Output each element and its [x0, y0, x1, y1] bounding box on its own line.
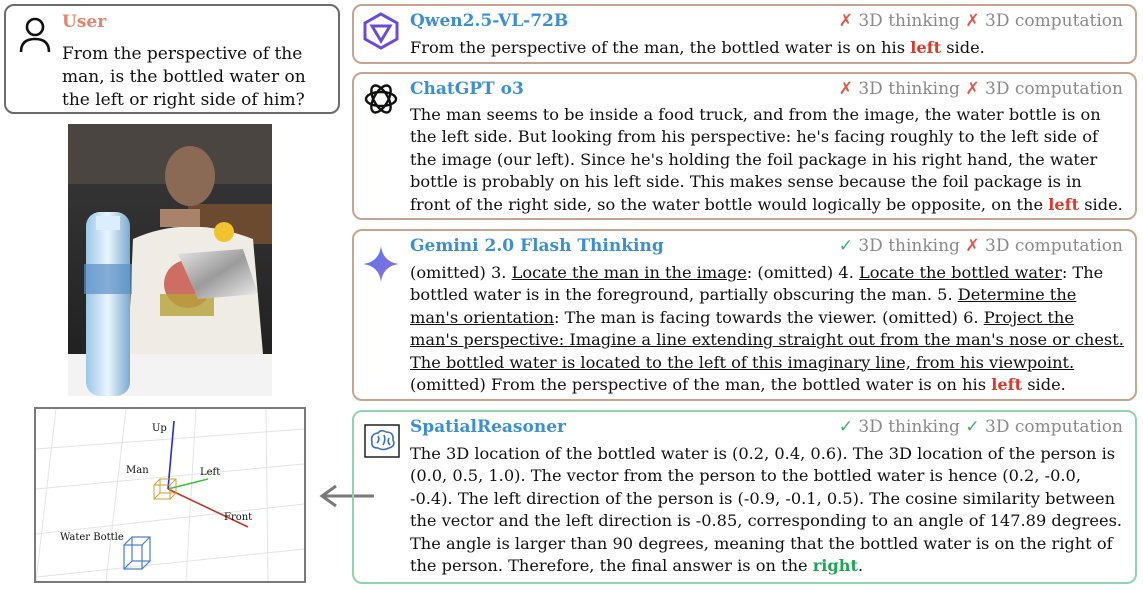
model-name-spatialreasoner: SpatialReasoner [410, 417, 566, 437]
user-question: From the perspective of the man, is the bottled water on the left or right side of him? [62, 44, 306, 110]
front-label: Front [224, 512, 253, 523]
gemini-tags [839, 236, 1123, 256]
gemini-answer: (omitted) 3. Locate the man in the image: (omitted) 4. Locate the bottled water: The bottled water is in the foreground, partially obscuring the man. 5. Determine the man's orientation: The man is facing towards the viewer. (omitted) 6. Project the man's perspective: Imagine a line extending straight out from the man's nose or chest. The bottled water is located to the left of this imaginary line, from his viewpoint. (omitted) From the perspective of the man, the bottled water is on his left side. [410, 263, 1124, 395]
qwen-computation-label: 3D computation [985, 11, 1123, 31]
spatialreasoner-computation-label: 3D computation [985, 417, 1123, 437]
model-name-qwen: Qwen2.5-VL-72B [410, 11, 569, 31]
qwen-answer: From the perspective of the man, the bottled water is on his left side. [410, 38, 985, 57]
chatgpt-tags [839, 79, 1123, 99]
user-icon [18, 16, 52, 54]
gemini-thinking-label: 3D thinking [858, 236, 960, 256]
bottle-box [124, 537, 150, 569]
spatialreasoner-response-box [352, 410, 1137, 584]
man-label: Man [126, 465, 149, 476]
scene-photo [68, 124, 272, 396]
qwen-thinking-label: 3D thinking [858, 11, 960, 31]
model-name-gemini: Gemini 2.0 Flash Thinking [410, 236, 664, 256]
openai-logo-icon [362, 80, 400, 118]
chatgpt-response-box [352, 72, 1137, 220]
man-box [154, 479, 176, 499]
user-question-box [4, 4, 340, 114]
left-label: Left [200, 467, 221, 478]
brain-icon [364, 424, 400, 458]
gemini-sparkle-icon [362, 245, 400, 283]
chatgpt-computation-label: 3D computation [985, 79, 1123, 99]
gemini-computation-mark: ✗ [965, 236, 980, 256]
bottle-label: Water Bottle [60, 532, 124, 543]
chatgpt-thinking-label: 3D thinking [858, 79, 960, 99]
spatialreasoner-tags [839, 417, 1123, 437]
spatialreasoner-thinking-mark: ✓ [838, 417, 853, 437]
spatialreasoner-thinking-label: 3D thinking [858, 417, 960, 437]
chatgpt-answer: The man seems to be inside a food truck, and from the image, the water bottle is on the left side. But looking from his perspective: he's facing roughly to the left side of the image (our left). Since he's holding the foil package in his right hand, the water bottle is probably on his left side. This makes sense because the foil package is in front of the right side, so the water bottle would logically be opposite, on the left side. [410, 105, 1123, 214]
chatgpt-computation-mark: ✗ [965, 79, 980, 99]
scene-3d-box [34, 407, 306, 583]
user-label: User [62, 12, 107, 32]
scene-3d-svg [36, 409, 304, 581]
up-label: Up [152, 423, 167, 434]
chatgpt-thinking-mark: ✗ [838, 79, 853, 99]
qwen-logo-icon [362, 12, 400, 50]
spatialreasoner-answer: The 3D location of the bottled water is (0.2, 0.4, 0.6). The 3D location of the person is (0.0, 0.5, 1.0). The vector from the person to the bottled water is hence (0.2, -0.0, -0.4). The left direction of the person is (-0.9, -0.1, 0.5). The cosine similarity between the vector and the left direction is -0.85, corresponding to an angle of 147.89 degrees. The angle is larger than 90 degrees, meaning that the bottled water is on the right of the person. Therefore, the final answer is on the right. [410, 444, 1123, 576]
qwen-thinking-mark: ✗ [838, 11, 853, 31]
gemini-response-box [352, 229, 1137, 401]
qwen-response-box [352, 4, 1137, 64]
gemini-thinking-mark: ✓ [838, 236, 853, 256]
spatialreasoner-computation-mark: ✓ [965, 417, 980, 437]
gemini-computation-label: 3D computation [985, 236, 1123, 256]
model-name-chatgpt: ChatGPT o3 [410, 79, 524, 99]
qwen-computation-mark: ✗ [965, 11, 980, 31]
qwen-tags [839, 11, 1123, 31]
